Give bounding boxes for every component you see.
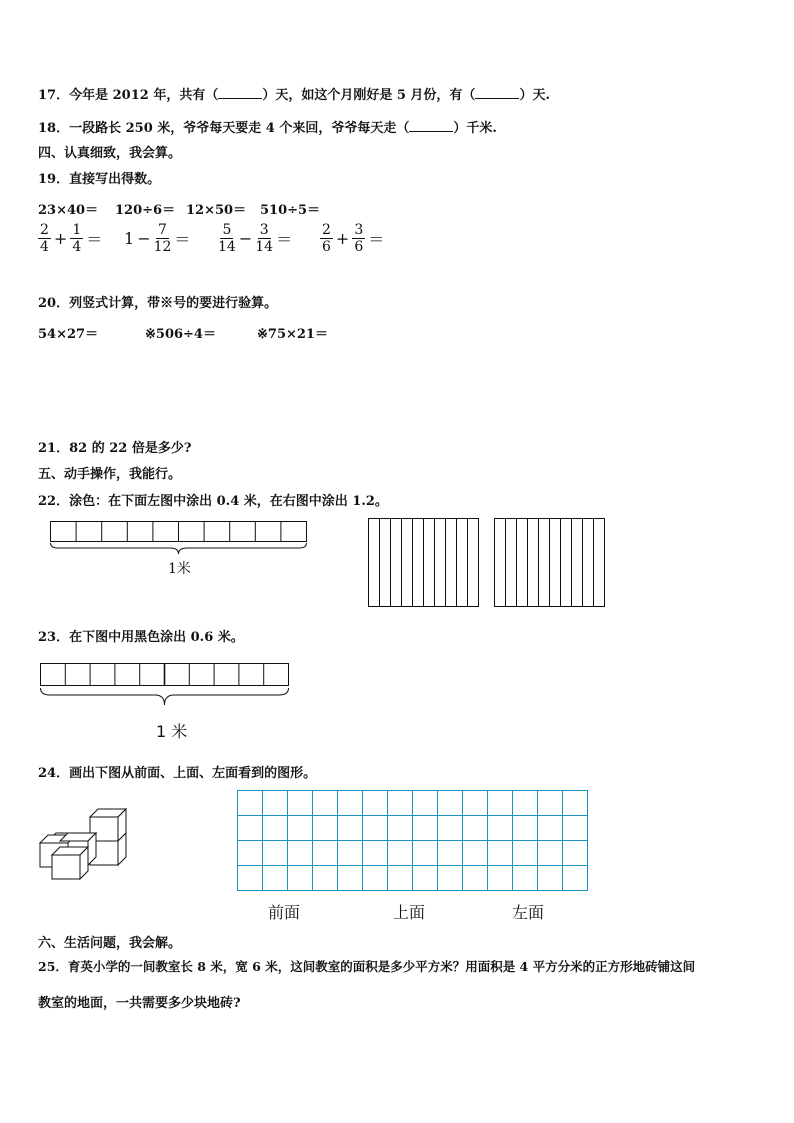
cube-stack-figure	[38, 805, 130, 883]
question-19-title: 19．直接写出得数。	[38, 172, 161, 187]
answer-blank[interactable]	[475, 86, 519, 99]
question-17	[38, 84, 550, 103]
q20-item-3: ※75×21＝	[257, 327, 328, 342]
q22-length-label: 1米	[168, 561, 191, 577]
q20-item-1: 54×27＝	[38, 327, 99, 342]
question-23: 23．在下图中用黑色涂出 0.6 米。	[38, 630, 244, 645]
fraction-expression-2: 1 − $\frac{7}{12}$ ＝	[124, 222, 191, 255]
fraction: $\frac{2}{6}$	[322, 222, 331, 255]
q19-item-4: 510÷5＝	[260, 203, 321, 218]
fraction: $\frac{3}{6}$	[354, 222, 364, 255]
q22-meter-bar[interactable]	[48, 519, 310, 563]
q17-text-after: ）天.	[519, 88, 550, 103]
q17-text-mid: ）天，如这个月刚好是 5 月份，有（	[262, 88, 476, 103]
question-25-line-1: 25．育英小学的一间教室长 8 米，宽 6 米，这间教室的面积是多少平方米？用面积是 4 平方分米的正方形地砖铺这间	[38, 959, 696, 974]
fraction-expression-3: $\frac{5}{14}$ − $\frac{3}{14}$ ＝	[218, 222, 293, 255]
answer-grid[interactable]	[236, 789, 590, 893]
q20-item-2: ※506÷4＝	[145, 327, 216, 342]
q18-text-after: ）千米.	[453, 121, 497, 136]
q17-text-before: 17．今年是 2012 年，共有（	[38, 88, 219, 103]
q18-text-before: 18．一段路长 250 米，爷爷每天要走 4 个来回，爷爷每天走（	[38, 121, 410, 136]
fraction: $\frac{7}{12}$	[153, 222, 172, 255]
answer-blank[interactable]	[218, 86, 262, 99]
question-25-line-2: 教室的地面，一共需要多少块地砖?	[38, 996, 241, 1011]
q19-item-1: 23×40＝	[38, 203, 99, 218]
question-20-title: 20．列竖式计算，带※号的要进行验算。	[38, 296, 278, 311]
fraction: $\frac{3}{14}$	[255, 222, 274, 255]
question-21: 21．82 的 22 倍是多少?	[38, 441, 192, 456]
q19-item-3: 12×50＝	[186, 203, 247, 218]
fraction: $\frac{2}{4}$	[40, 222, 49, 255]
q22-unit-squares[interactable]	[366, 516, 608, 610]
label-left-view: 左面	[512, 903, 545, 922]
fraction-expression-4: $\frac{2}{6}$ + $\frac{3}{6}$ ＝	[322, 222, 385, 255]
q19-item-2: 120÷6＝	[115, 203, 176, 218]
question-22: 22．涂色：在下面左图中涂出 0.4 米，在右图中涂出 1.2。	[38, 494, 388, 509]
label-front-view: 前面	[268, 903, 301, 922]
q23-meter-bar[interactable]	[38, 661, 292, 711]
section-6-heading: 六、生活问题，我会解。	[38, 936, 182, 951]
label-top-view: 上面	[393, 903, 426, 922]
answer-blank[interactable]	[409, 119, 453, 132]
fraction: $\frac{1}{4}$	[72, 222, 82, 255]
fraction-expression-1: $\frac{2}{4}$ + $\frac{1}{4}$ ＝	[40, 222, 103, 255]
question-18	[38, 117, 497, 136]
section-5-heading: 五、动手操作，我能行。	[38, 467, 182, 482]
section-4-heading: 四、认真细致，我会算。	[38, 146, 182, 161]
fraction: $\frac{5}{14}$	[218, 222, 236, 255]
question-24: 24．画出下图从前面、上面、左面看到的图形。	[38, 766, 317, 781]
q23-length-label: 1 米	[156, 722, 188, 741]
